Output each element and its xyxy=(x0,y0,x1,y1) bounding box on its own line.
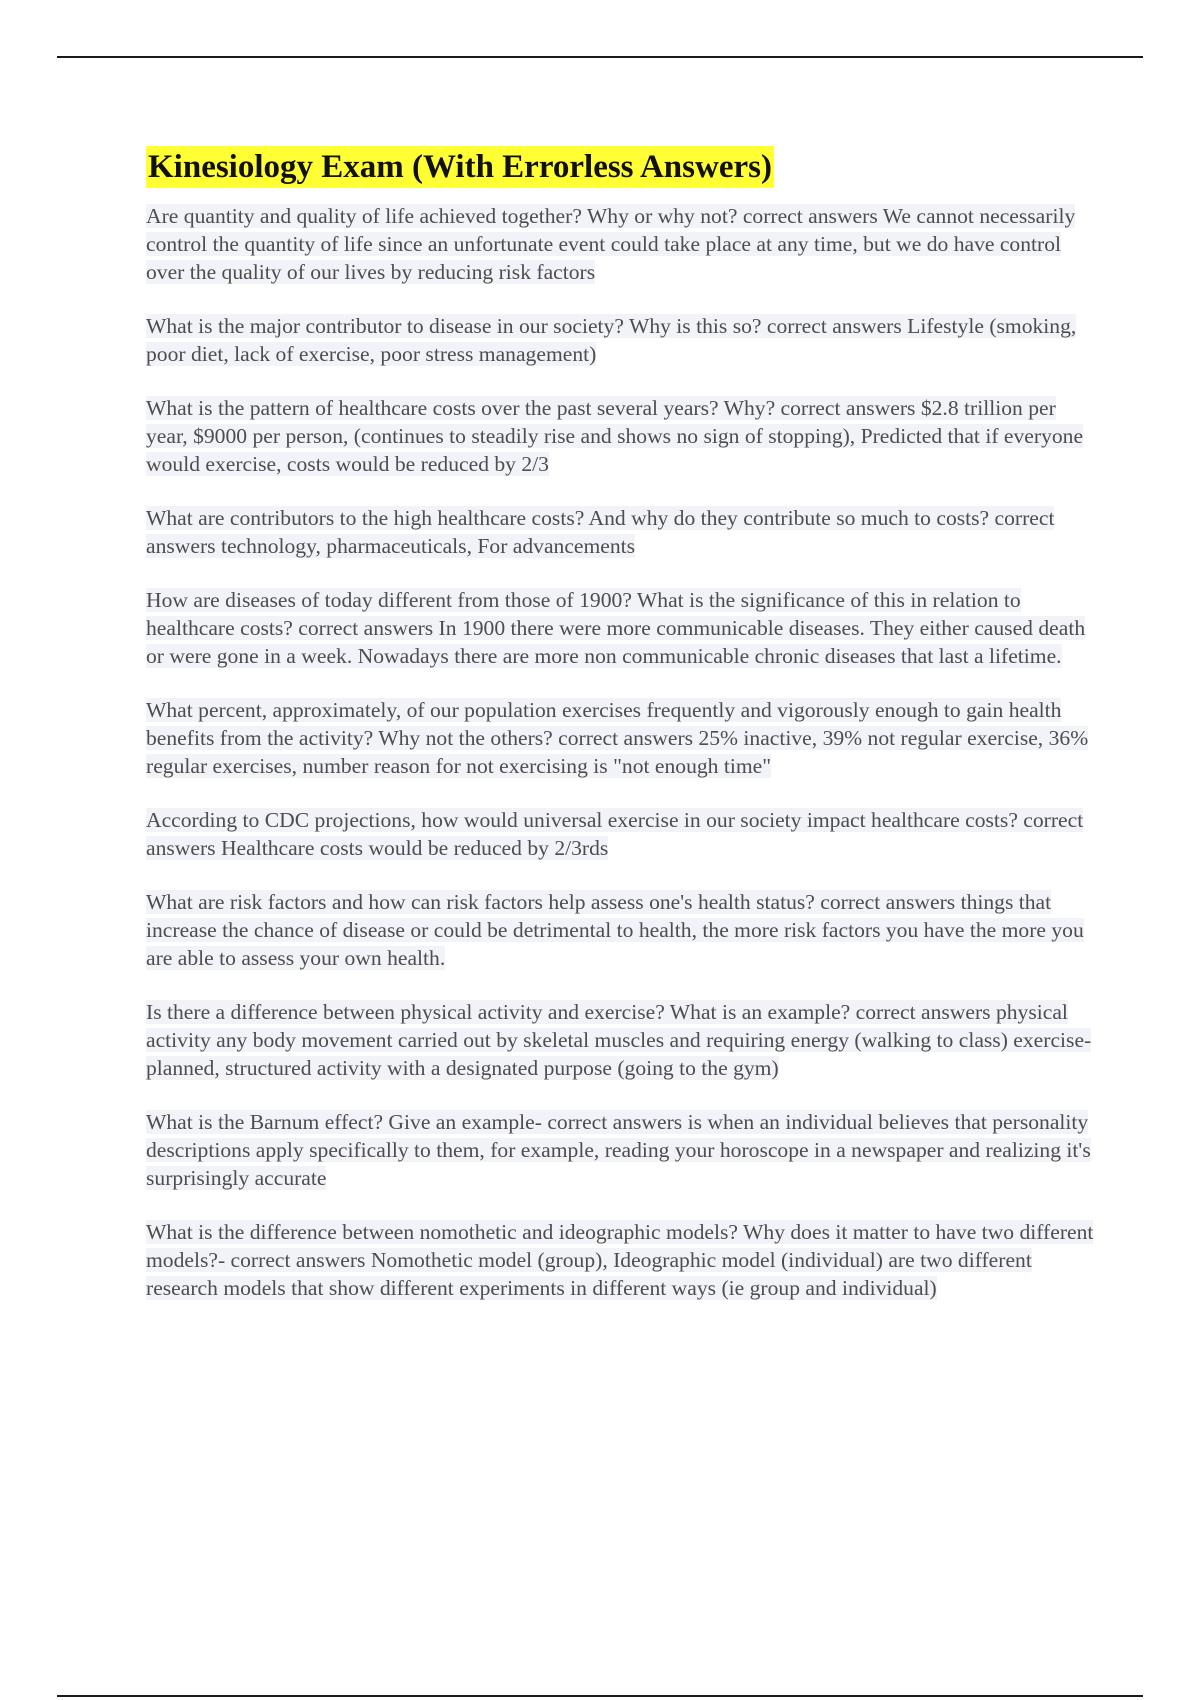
qa-entry xyxy=(146,696,1096,780)
qa-entry xyxy=(146,1108,1096,1192)
qa-text: How are diseases of today different from those of 1900? What is the significance of this in relation to healthcare costs? correct answers In 1900 there were more communicable diseases. They either caused death or were gone in a week. Nowadays there are more non communicable chronic diseases that last a lifetime. xyxy=(146,588,1086,668)
qa-entry xyxy=(146,998,1096,1082)
qa-entry xyxy=(146,888,1096,972)
qa-entry xyxy=(146,504,1096,560)
qa-text: What are risk factors and how can risk factors help assess one's health status? correct answers things that increase the chance of disease or could be detrimental to health, the more risk factors you have the more you are able to assess your own health. xyxy=(146,890,1084,970)
qa-text: According to CDC projections, how would universal exercise in our society impact healthcare costs? correct answers Healthcare costs would be reduced by 2/3rds xyxy=(146,808,1084,860)
qa-text: What is the difference between nomothetic and ideographic models? Why does it matter to have two different models?- correct answers Nomothetic model (group), Ideographic model (individual) are two different research models that show different experiments in different ways (ie group and individual) xyxy=(146,1220,1094,1300)
qa-text: What percent, approximately, of our population exercises frequently and vigorously enough to gain health benefits from the activity? Why not the others? correct answers 25% inactive, 39% not regular exercise, 36% regular exercises, number reason for not exercising is "not enough time" xyxy=(146,698,1089,778)
qa-text: What is the major contributor to disease in our society? Why is this so? correct answers Lifestyle (smoking, poor diet, lack of exercise, poor stress management) xyxy=(146,314,1077,366)
qa-entry xyxy=(146,312,1096,368)
document-body xyxy=(146,146,1096,1328)
bottom-rule xyxy=(57,1695,1143,1697)
qa-text: What is the Barnum effect? Give an example- correct answers is when an individual believes that personality descriptions apply specifically to them, for example, reading your horoscope in a newspaper and realizing it's surprisingly accurate xyxy=(146,1110,1091,1190)
qa-text: Are quantity and quality of life achieved together? Why or why not? correct answers We cannot necessarily control the quantity of life since an unfortunate event could take place at any time, but we do have control over the quality of our lives by reducing risk factors xyxy=(146,204,1076,284)
qa-text: What are contributors to the high healthcare costs? And why do they contribute so much to costs? correct answers technology, pharmaceuticals, For advancements xyxy=(146,506,1055,558)
qa-entry xyxy=(146,394,1096,478)
qa-entry xyxy=(146,806,1096,862)
qa-list xyxy=(146,202,1096,1302)
qa-entry xyxy=(146,202,1096,286)
qa-entry xyxy=(146,1218,1096,1302)
qa-text: What is the pattern of healthcare costs over the past several years? Why? correct answers $2.8 trillion per year, $9000 per person, (continues to steadily rise and shows no sign of stopping), Predicted that if everyone would exercise, costs would be reduced by 2/3 xyxy=(146,396,1084,476)
qa-text: Is there a difference between physical activity and exercise? What is an example? correct answers physical activity any body movement carried out by skeletal muscles and requiring energy (walking to class) exercise-planned, structured activity with a designated purpose (going to the gym) xyxy=(146,1000,1092,1080)
top-rule xyxy=(57,56,1143,58)
page-title: Kinesiology Exam (With Errorless Answers) xyxy=(146,146,774,188)
qa-entry xyxy=(146,586,1096,670)
